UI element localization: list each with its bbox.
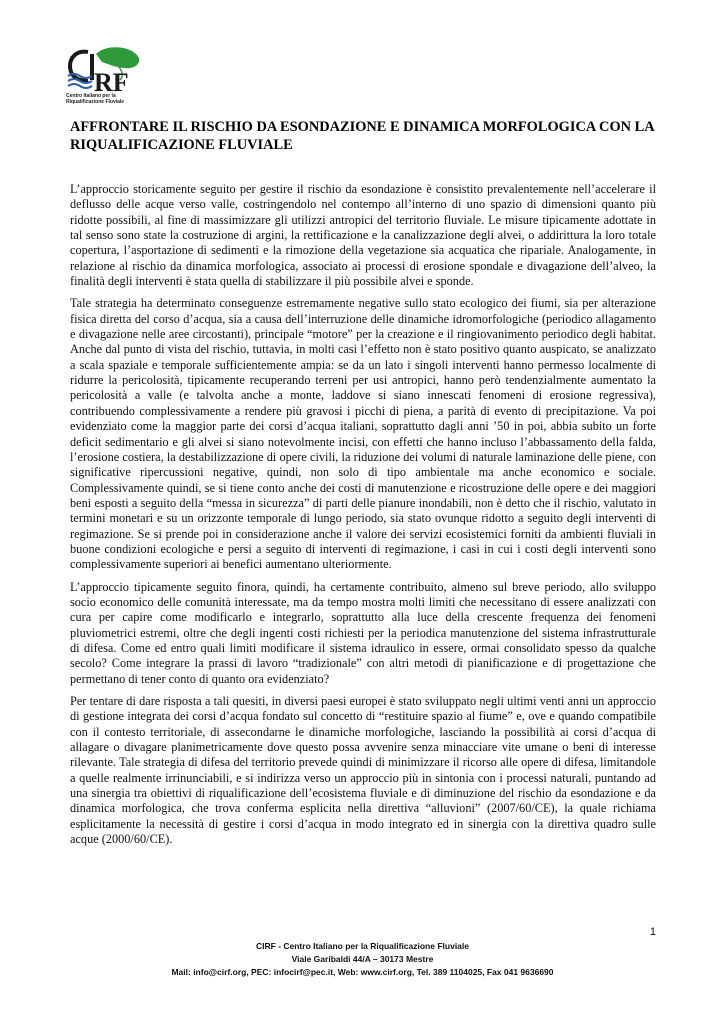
- logo-subtitle-line2: Riqualificazione Fluviale: [66, 99, 125, 105]
- footer-organization: CIRF - Centro Italiano per la Riqualificazione Fluviale: [255, 941, 469, 951]
- paragraph-4: Per tentare di dare risposta a tali quesiti, in diversi paesi europei è stato sviluppato negli ultimi venti anni un approccio di gestione integrata dei corsi d’acqua fondato sul concetto di “restituire spazio al fiume” e, ove e quando compatibile con il contesto territoriale, di assecondarne le dinamiche morfologiche, lasciando la possibilità ai corsi d’acqua di allagare o divagare planimetricamente dove questo possa avvenire senza minacciare vite umane o beni di interesse rilevante. Tale strategia di difesa del territorio prevede quindi di minimizzare il ricorso alle opere di difesa, limitandole a quelle realmente irrinunciabili, e si indirizza verso un approccio più in sintonia con i processi naturali, puntando ad una sinergia tra obiettivi di riqualificazione dell’ecosistema fluviale e di diminuzione del rischio da esondazione e da dinamica morfologica, che trova conferma esplicita nella direttiva “alluvioni” (2007/60/CE), la quale richiama esplicitamente la necessità di gestire i corsi d’acqua in modo integrato ed in sinergia con la direttiva quadro sulle acque (2000/60/CE).: [70, 694, 656, 847]
- paragraph-1: L’approccio storicamente seguito per gestire il rischio da esondazione è consistito prevalentemente nell’accelerare il deflusso delle acque verso valle, costringendolo nel contempo all’interno di uno spazio di dimensioni quanto più ridotte possibili, al fine di massimizzare gli utilizzi antropici del territorio fluviale. Le misure tipicamente adottate in tal senso sono state la costruzione di argini, la rettificazione e la canalizzazione degli alvei, o addirittura la loro totale copertura, l’asportazione di sedimenti e la rimozione della vegetazione sia acquatica che ripariale. Analogamente, in relazione al rischio da dinamica morfologica, associato ai processi di erosione spondale e divagazione dell’alveo, la finalità degli interventi è stata quella di stabilizzare il più possibile alvei e sponde.: [70, 182, 656, 289]
- footer-address: Viale Garibaldi 44/A – 30173 Mestre: [291, 954, 434, 964]
- document-title: AFFRONTARE IL RISCHIO DA ESONDAZIONE E DINAMICA MORFOLOGICA CON LA RIQUALIFICAZIONE FLUVIALE: [70, 119, 654, 153]
- logo-subtitle-line1: Centro Italiano per la: [66, 93, 116, 99]
- document-body: [70, 182, 656, 854]
- paragraph-2: Tale strategia ha determinato conseguenze estremamente negative sullo stato ecologico dei fiumi, sia per alterazione fisica diretta del corso d’acqua, sia a causa dell’interruzione delle dinamiche idromorfologiche (periodico allagamento e divagazione nelle aree circostanti), principale “motore” per la creazione e il ringiovanimento periodico degli habitat. Anche dal punto di vista del rischio, tuttavia, in molti casi l’effetto non è stato positivo quanto auspicato, se analizzato a scala spaziale e temporale sufficientemente ampia: se da un lato i singoli interventi hanno permesso localmente di ridurre la pericolosità, tipicamente recuperando terreni per usi antropici, hanno però tendenzialmente aumentato la pericolosità a valle (e talvolta anche a monte, laddove si siano innescati fenomeni di erosione regressiva), contribuendo complessivamente a rendere più gravosi i picchi di piena, a parità di evento di precipitazione. Va poi evidenziato come la maggior parte dei corsi d’acqua italiani, soprattutto dagli anni ’50 in poi, abbia subito un forte deficit sedimentario e gli alvei si siano notevolmente incisi, con effetti che hanno incluso l’abbassamento della falda, l’erosione costiera, la destabilizzazione di opere civili, la riduzione dei volumi di naturale laminazione delle piene, con significative ripercussioni negative, quindi, non solo di tipo ambientale ma anche economico e sociale. Complessivamente quindi, se si tiene conto anche dei costi di manutenzione e ricostruzione delle opere e dei maggiori beni esposti a seguito della “messa in sicurezza” di parti delle pianure inondabili, non è detto che il rischio, valutato in termini monetari e su un orizzonte temporale di lungo periodo, sia stato ovunque ridotto a seguito degli interventi di regimazione. Se si prende poi in considerazione anche il valore dei servizi ecosistemici forniti da ambienti fluviali in buone condizioni ecologiche e persi a seguito di interventi di regimazione, i casi in cui i costi degli interventi sono complessivamente superiori ai benefici aumentano ulteriormente.: [70, 296, 656, 572]
- page-footer: [0, 940, 725, 979]
- cirf-logo-mark: [66, 46, 146, 92]
- footer-contacts: Mail: info@cirf.org, PEC: infocirf@pec.it, Web: www.cirf.org, Tel. 389 1104025, Fax 041 9636690: [171, 967, 554, 977]
- logo-subtitle: [66, 93, 186, 105]
- cirf-logo: [66, 46, 146, 108]
- page-number: 1: [649, 926, 656, 938]
- svg-text:RF: RF: [94, 68, 129, 92]
- paragraph-3: L’approccio tipicamente seguito finora, quindi, ha certamente contribuito, almeno sul breve periodo, allo sviluppo socio economico delle comunità interessate, ma da tempo mostra molti limiti che necessitano di essere analizzati con cura per capire come modificarlo e integrarlo, soprattutto alla luce della crescente frequenza dei fenomeni pluviometrici estremi, oltre che degli ingenti costi richiesti per la periodica manutenzione del sistema infrastrutturale di difesa. Come ed entro quali limiti modificare il sistema idraulico in essere, ormai consolidato spesso da qualche secolo? Come integrare la prassi di lavoro “tradizionale” con altri metodi di pianificazione e di progettazione che permettano di tener conto di quanto ora evidenziato?: [70, 579, 656, 686]
